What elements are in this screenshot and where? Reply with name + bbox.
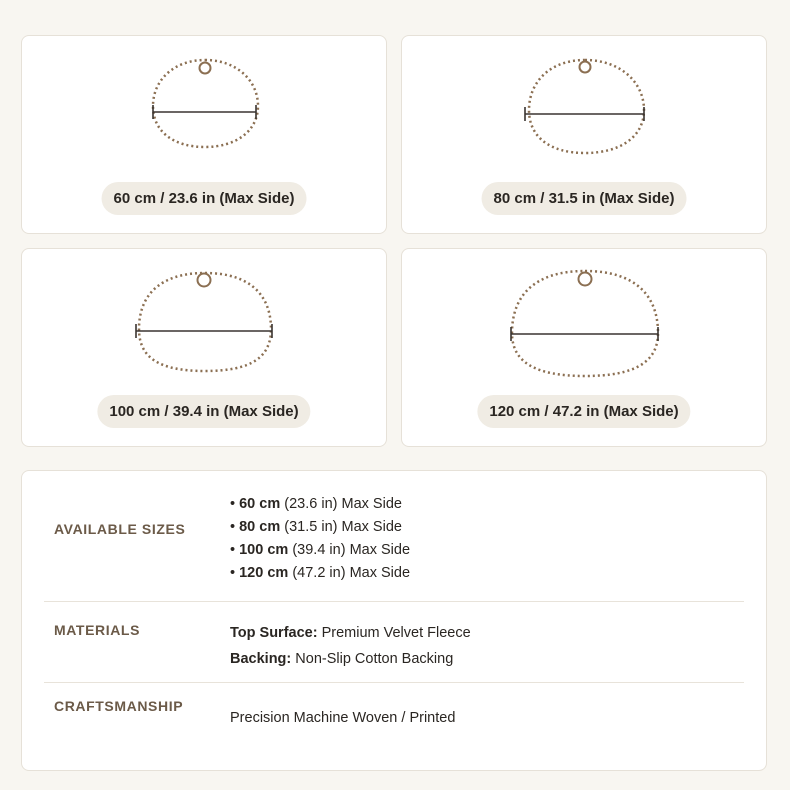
size-card-80 [401, 35, 767, 234]
craftsmanship-label: CRAFTSMANSHIP [54, 698, 184, 714]
size-label-100: 100 cm / 39.4 in (Max Side) [97, 395, 310, 428]
size-card-60 [21, 35, 387, 234]
materials-label: MATERIALS [54, 622, 141, 638]
list-item: • 60 cm (23.6 in) Max Side [230, 496, 402, 512]
size-card-100 [21, 248, 387, 447]
list-item: • 120 cm (47.2 in) Max Side [230, 565, 411, 581]
available-sizes-label: AVAILABLE SIZES [54, 521, 186, 537]
list-item: • 80 cm (31.5 in) Max Side [230, 519, 402, 535]
list-item: • 100 cm (39.4 in) Max Side [230, 542, 411, 558]
divider [44, 601, 744, 602]
size-label-80: 80 cm / 31.5 in (Max Side) [482, 182, 687, 215]
specs-panel [21, 470, 767, 771]
size-card-120 [401, 248, 767, 447]
size-label-60: 60 cm / 23.6 in (Max Side) [102, 182, 307, 215]
size-label-120: 120 cm / 47.2 in (Max Side) [477, 395, 690, 428]
materials-top-surface: Top Surface: Premium Velvet Fleece [230, 625, 471, 641]
materials-value [230, 620, 471, 672]
sizes-list [230, 493, 410, 585]
divider [44, 682, 744, 683]
materials-backing: Backing: Non-Slip Cotton Backing [230, 651, 454, 667]
craftsmanship-value: Precision Machine Woven / Printed [230, 710, 456, 726]
